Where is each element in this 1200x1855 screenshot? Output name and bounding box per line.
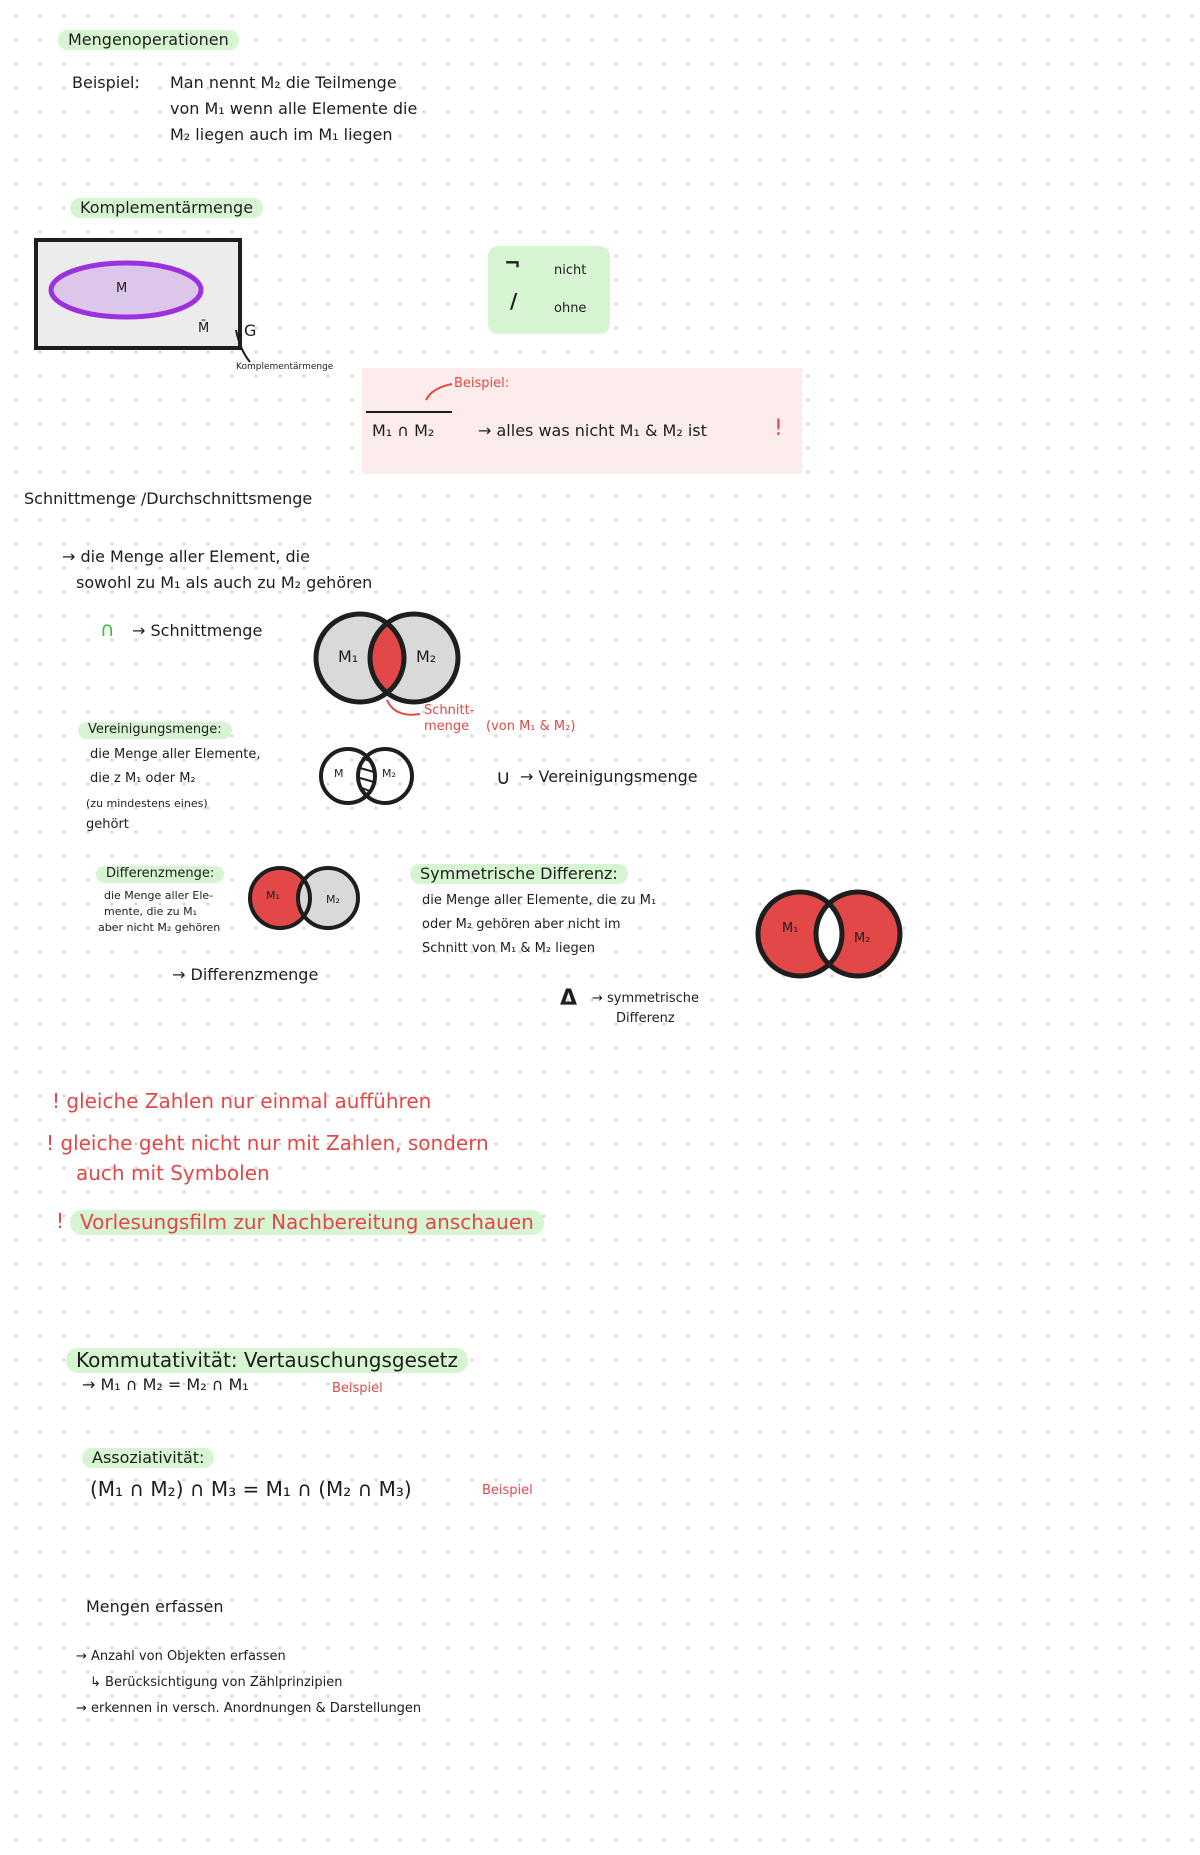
mengen-erfassen-line-1: → Anzahl von Objekten erfassen [76,1649,286,1664]
section-title-mengenoperationen: Mengenoperationen [58,30,239,50]
schnitt-note-3: (von M₁ & M₂) [486,719,576,734]
schnitt-note-2: menge [424,719,470,734]
union-symbol: ∪ [496,765,511,789]
differenz-line-3: aber nicht M₂ gehören [98,921,221,934]
set-m-label: M [116,281,128,296]
venn-m2-label: M₂ [416,647,437,666]
kommutativitaet-beispiel: Beispiel [332,1381,383,1396]
without-symbol: / [510,289,518,313]
differenz-arrow-text: → Differenzmenge [172,965,319,984]
section-title-mengen-erfassen: Mengen erfassen [86,1597,224,1616]
note-1: ! gleiche Zahlen nur einmal aufführen [52,1089,432,1113]
not-symbol: ¬ [504,251,521,275]
symmetric-symbol-text-2: Differenz [616,1011,675,1026]
vereinigung-line-2: die z M₁ oder M₂ [90,771,196,786]
note-2: ! gleiche geht nicht nur mit Zahlen, sondern [46,1131,489,1155]
symmetric-symbol: Δ [560,986,578,1011]
section-title-komplement: Komplementärmenge [70,198,263,218]
complement-example-mark: ! [774,416,783,441]
union-symbol-text: → Vereinigungsmenge [520,767,698,786]
symmetrisch-line-2: oder M₂ gehören aber nicht im [422,917,621,932]
mengen-erfassen-line-2: ↳ Berücksichtigung von Zählprinzipien [90,1675,343,1690]
section-title-kommutativitaet: Kommutativität: Vertauschungsgesetz [66,1348,468,1373]
section-title-vereinigung: Vereinigungsmenge: [78,722,232,739]
note-3-mark: ! [56,1209,65,1233]
intersection-symbol: ∩ [100,617,115,641]
schnitt-note-1: Schnitt- [424,703,475,718]
symmetric-symbol-text: → symmetrische [592,991,700,1006]
sym-m2-label: M₂ [854,931,871,946]
kommutativitaet-formula: → M₁ ∩ M₂ = M₂ ∩ M₁ [82,1375,249,1394]
complement-example-formula: M₁ ∩ M₂ [372,421,435,440]
schnitt-line-1: → die Menge aller Element, die [62,547,310,566]
beispiel-label: Beispiel: [72,73,140,92]
section-title-schnitt: Schnittmenge /Durchschnittsmenge [24,489,313,508]
intersection-symbol-text: → Schnittmenge [132,621,263,640]
vereinigung-line-4: gehört [86,817,129,832]
sym-m1-label: M₁ [782,921,799,936]
beispiel-line-1: Man nennt M₂ die Teilmenge [170,73,397,92]
universe-g-label: G [244,321,257,340]
beispiel-line-2: von M₁ wenn alle Elemente die [170,99,418,118]
set-mbar-label: M̄ [198,321,210,336]
note-3: Vorlesungsfilm zur Nachbereitung anschauen [70,1210,544,1235]
symmetrisch-line-1: die Menge aller Elemente, die zu M₁ [422,893,657,908]
union-m2-label: M₂ [382,767,396,780]
vereinigung-line-3: (zu mindestens eines) [86,797,208,810]
vereinigung-line-1: die Menge aller Elemente, [90,747,261,762]
beispiel-line-3: M₂ liegen auch im M₁ liegen [170,125,393,144]
symmetric-venn [0,0,1,1]
complement-example-label: Beispiel: [454,376,510,391]
without-label: ohne [554,301,587,316]
assoziativitaet-formula: (M₁ ∩ M₂) ∩ M₃ = M₁ ∩ (M₂ ∩ M₃) [90,1477,412,1501]
note-2b: auch mit Symbolen [76,1161,270,1185]
venn-m1-label: M₁ [338,647,359,666]
differenz-line-2: mente, die zu M₁ [104,905,197,918]
not-label: nicht [554,263,587,278]
complement-caption: Komplementärmenge [236,362,334,372]
section-title-assoziativitaet: Assoziativität: [82,1448,214,1468]
section-title-differenz: Differenzmenge: [96,866,224,883]
section-title-symmetrisch: Symmetrische Differenz: [410,864,628,884]
complement-example-text: → alles was nicht M₁ & M₂ ist [478,421,707,440]
mengen-erfassen-line-3: → erkennen in versch. Anordnungen & Darstellungen [76,1701,422,1716]
symmetrisch-line-3: Schnitt von M₁ & M₂ liegen [422,941,595,956]
schnitt-line-2: sowohl zu M₁ als auch zu M₂ gehören [76,573,373,592]
differenz-line-1: die Menge aller Ele- [104,889,214,902]
diff-m2-label: M₂ [326,893,340,906]
union-m1-label: M [334,767,344,780]
assoziativitaet-beispiel: Beispiel [482,1483,533,1498]
diff-m1-label: M₁ [266,889,280,902]
